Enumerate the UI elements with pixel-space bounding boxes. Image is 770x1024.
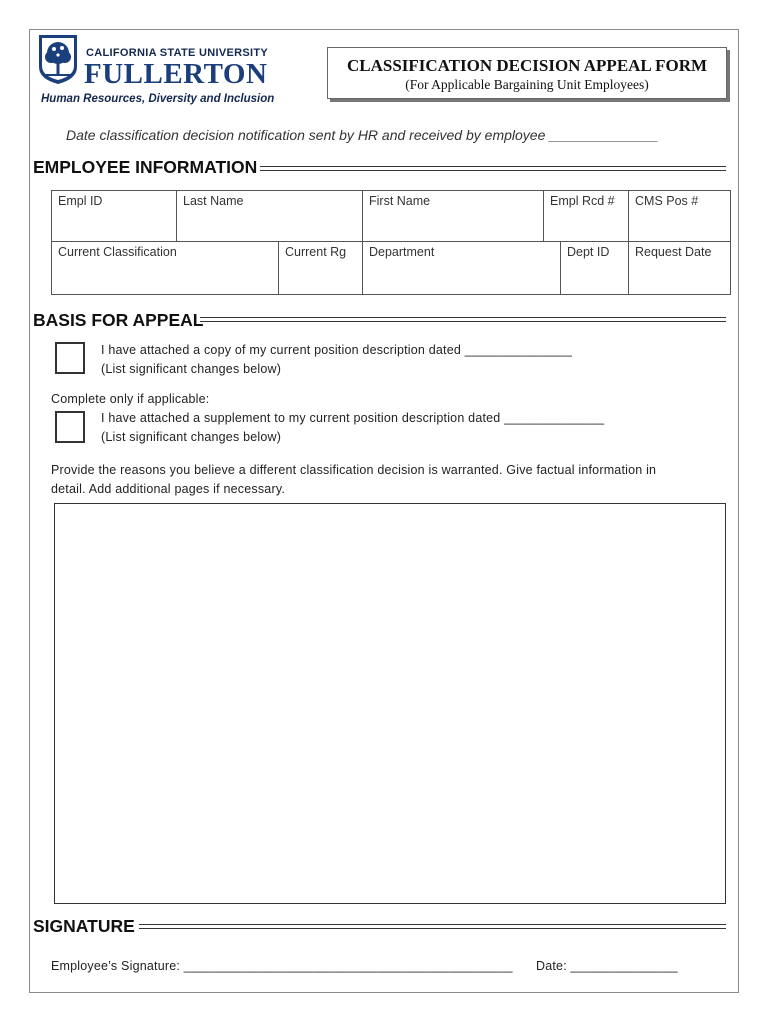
employee-signature-field[interactable]: Employee’s Signature: ______________________________________________ (51, 959, 513, 973)
department-name: Human Resources, Diversity and Inclusion (41, 93, 275, 105)
notification-date-field[interactable]: Date classification decision notification sent by HR and received by employee ______________ (66, 127, 659, 143)
section-divider (139, 924, 726, 929)
department-field[interactable]: Department (362, 241, 561, 295)
reasons-textarea[interactable] (54, 503, 726, 904)
signature-date-field[interactable]: Date: _______________ (536, 959, 678, 973)
option1-text: I have attached a copy of my current position description dated _______________ (101, 343, 572, 357)
form-subtitle: (For Applicable Bargaining Unit Employees) (405, 77, 649, 92)
form-title-box (327, 47, 727, 99)
dept-id-field[interactable]: Dept ID (560, 241, 629, 295)
signature-heading: SIGNATURE (33, 916, 135, 936)
cms-pos-field[interactable]: CMS Pos # (628, 190, 731, 242)
reasons-instructions-cont: detail. Add additional pages if necessary. (51, 482, 286, 496)
section-divider (200, 317, 726, 322)
first-name-field[interactable]: First Name (362, 190, 544, 242)
applicable-note: Complete only if applicable: (51, 392, 210, 406)
position-description-checkbox[interactable] (55, 342, 85, 374)
section-divider (260, 166, 726, 171)
form-title: CLASSIFICATION DECISION APPEAL FORM (346, 56, 708, 75)
campus-name: FULLERTON (84, 58, 268, 90)
request-date-field[interactable]: Request Date (628, 241, 731, 295)
employee-info-heading: EMPLOYEE INFORMATION (33, 157, 258, 177)
basis-heading: BASIS FOR APPEAL (33, 310, 204, 330)
university-logo (37, 33, 282, 93)
empl-id-field[interactable]: Empl ID (51, 190, 177, 242)
university-seal-icon (37, 33, 79, 85)
university-name: CALIFORNIA STATE UNIVERSITY (86, 47, 269, 59)
current-classification-field[interactable]: Current Classification (51, 241, 279, 295)
empl-rcd-field[interactable]: Empl Rcd # (543, 190, 629, 242)
reasons-instructions: Provide the reasons you believe a different classification decision is warranted. Give factual information in (51, 463, 657, 477)
supplement-checkbox[interactable] (55, 411, 85, 443)
last-name-field[interactable]: Last Name (176, 190, 363, 242)
option2-text: I have attached a supplement to my current position description dated ______________ (101, 411, 605, 425)
option2-note: (List significant changes below) (101, 430, 282, 444)
current-range-field[interactable]: Current Rg (278, 241, 363, 295)
option1-note: (List significant changes below) (101, 362, 282, 376)
